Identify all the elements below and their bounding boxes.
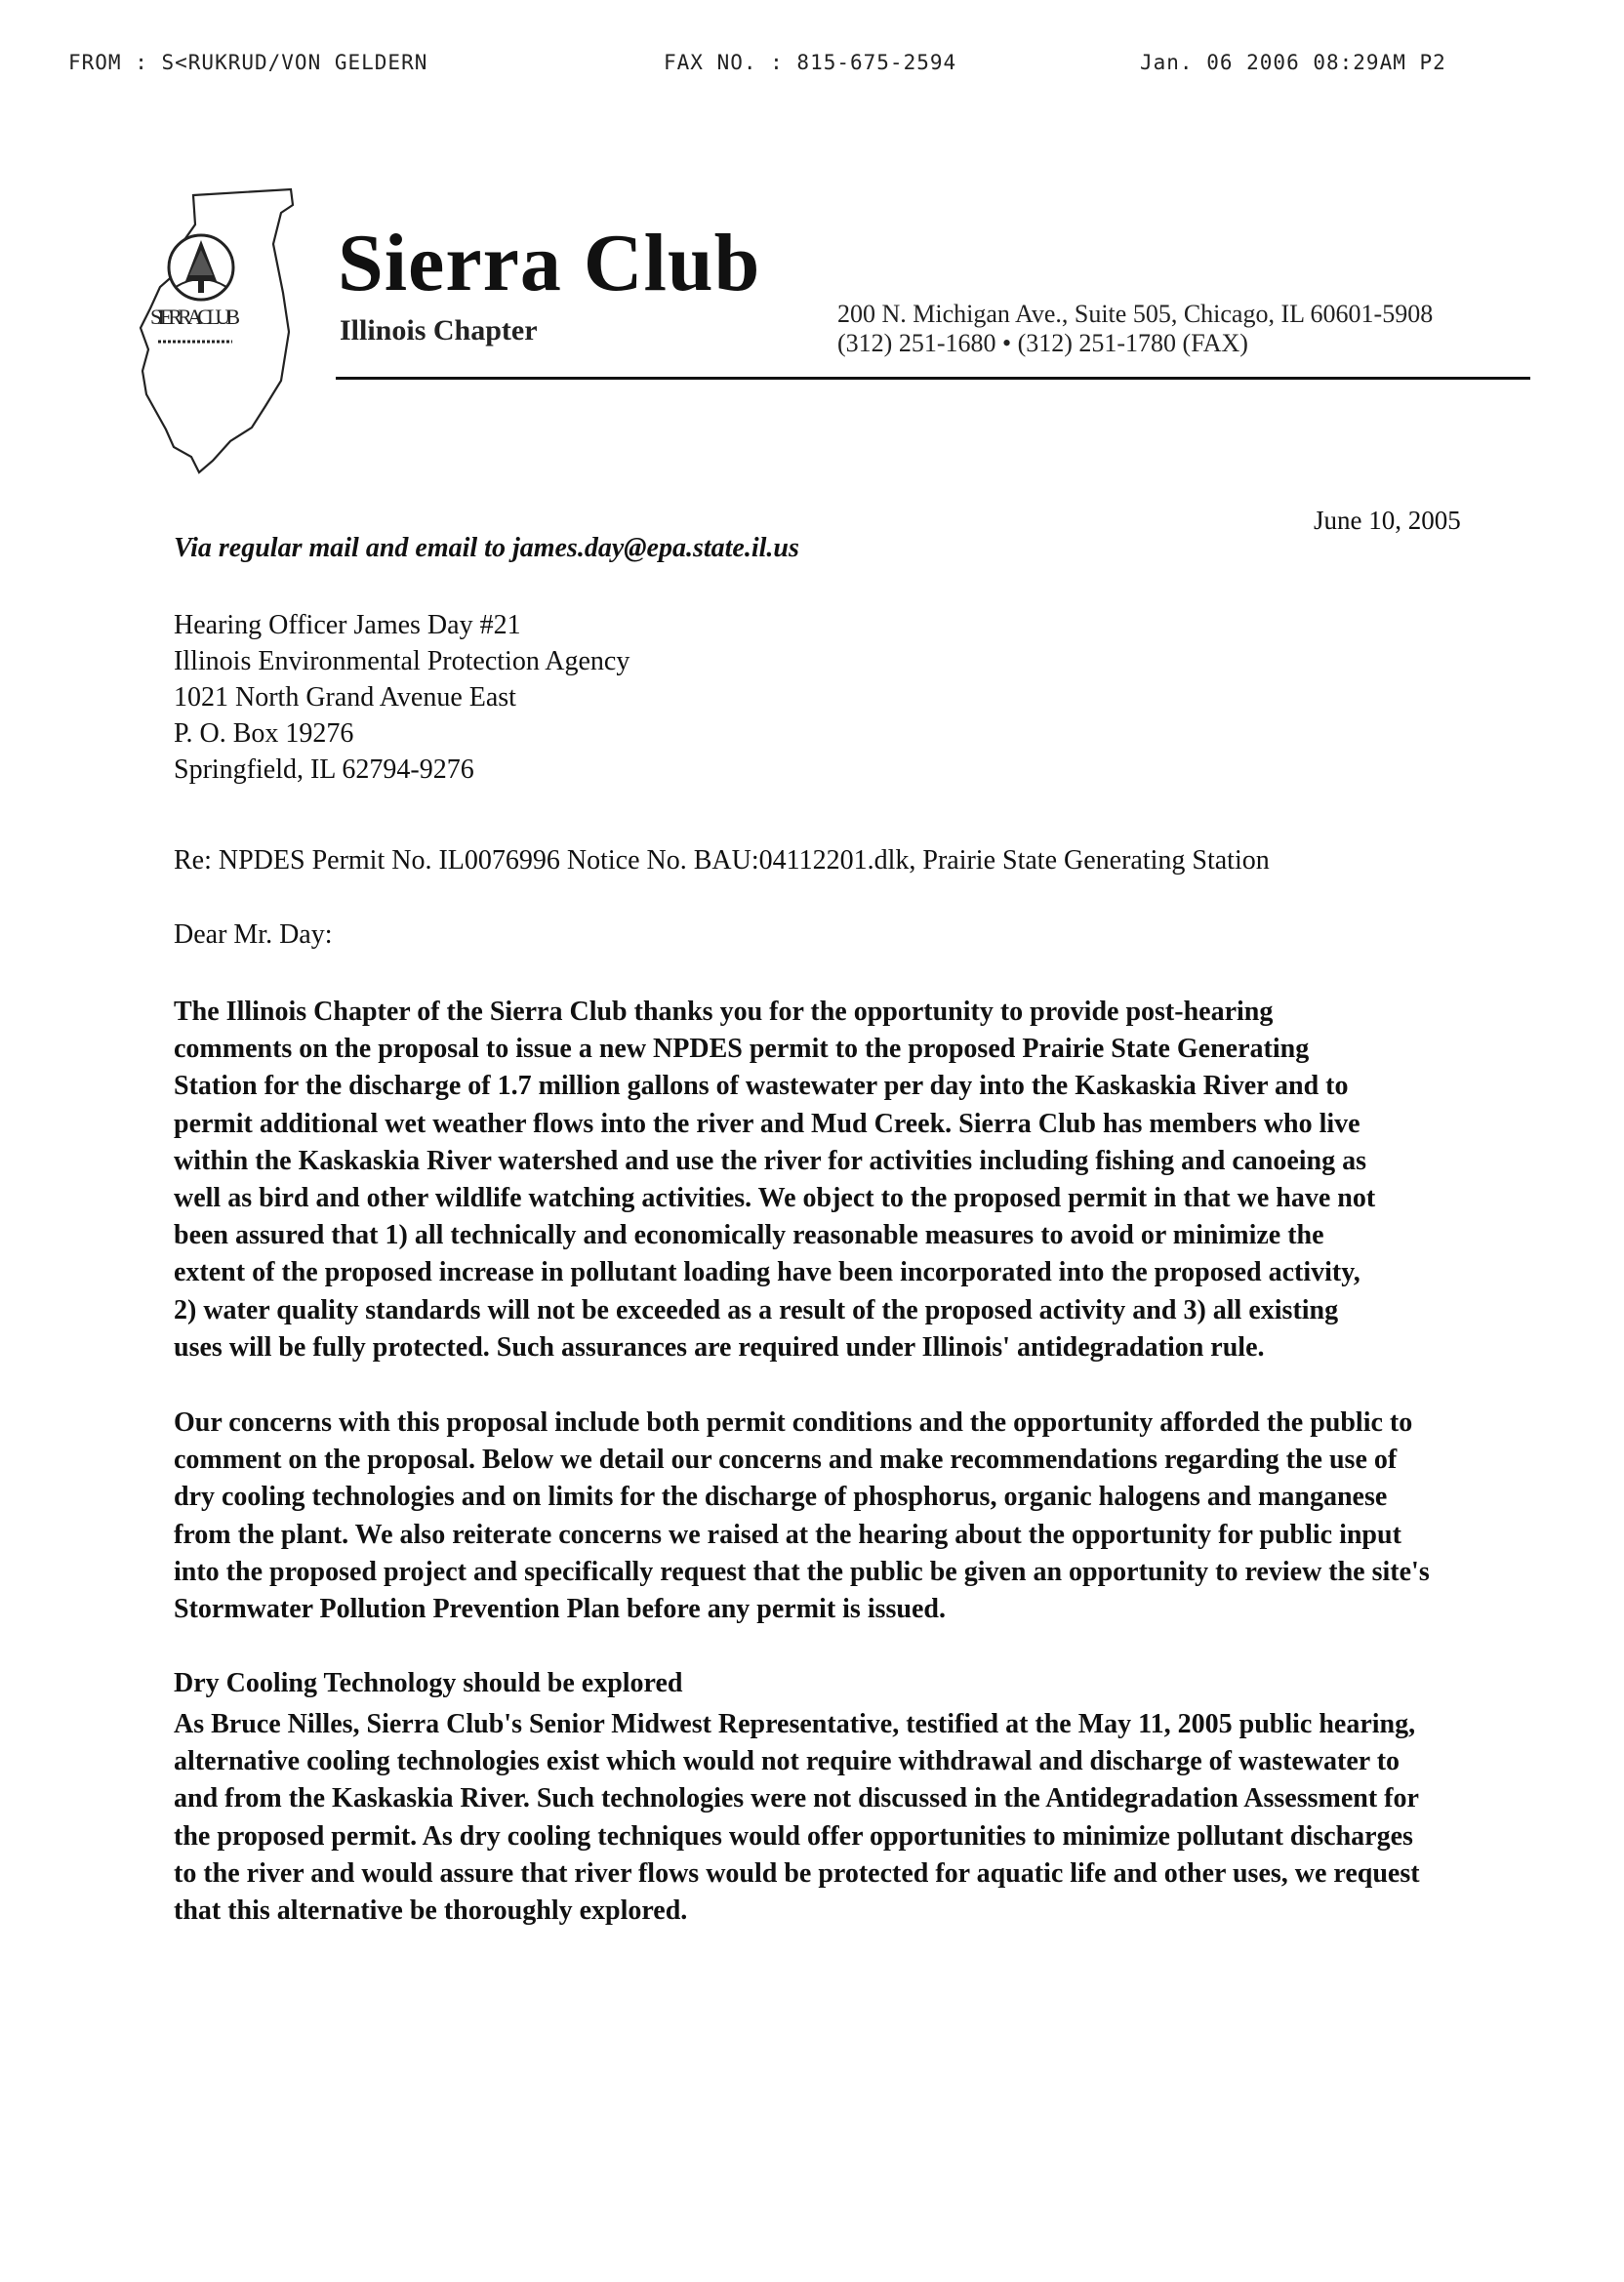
text-line: within the Kaskaskia River watershed and use the river for activities including fishing and canoeing as [174,1145,1366,1176]
text-line: well as bird and other wildlife watching activities. We object to the proposed permit in that we have not [174,1183,1376,1214]
letter-date: June 10, 2005 [1314,506,1461,535]
text-line: comment on the proposal. Below we detail our concerns and make recommendations regarding the use of [174,1445,1398,1476]
paragraph-introduction [174,994,1486,1366]
text-line: and from the Kaskaskia River. Such technologies were not discussed in the Antidegradation Assessment for [174,1783,1419,1814]
text-line: the proposed permit. As dry cooling techniques would offer opportunities to minimize pollutant discharges [174,1820,1413,1852]
text-line: that this alternative be thoroughly explored. [174,1895,688,1927]
recipient-address-block [174,607,629,788]
fax-date-time: Jan. 06 2006 08:29AM P2 [1140,51,1446,74]
text-line: been assured that 1) all technically and economically reasonable measures to avoid or minimize the [174,1220,1324,1251]
text-line: into the proposed project and specifically request that the public be given an opportunity to review the site's [174,1556,1430,1587]
text-line: uses will be fully protected. Such assurances are required under Illinois' antidegradation rule. [174,1331,1265,1363]
text-line: Stormwater Pollution Prevention Plan before any permit is issued. [174,1594,946,1625]
sierra-club-illinois-logo [137,185,327,478]
salutation: Dear Mr. Day: [174,919,333,950]
text-line: alternative cooling technologies exist which would not require withdrawal and discharge of wastewater to [174,1746,1401,1777]
logo-wordmark: SIERRA CLUB [150,305,240,329]
text-line: extent of the proposed increase in pollutant loading have been incorporated into the proposed activity, [174,1257,1360,1288]
text-line: to the river and would assure that river flows would be protected for aquatic life and other uses, we request [174,1857,1420,1889]
text-line: Our concerns with this proposal include both permit conditions and the opportunity afforded the public to [174,1407,1413,1438]
text-line: Station for the discharge of 1.7 million gallons of wastewater per day into the Kaskaskia River and to [174,1071,1349,1102]
fax-number: FAX NO. : 815-675-2594 [664,51,957,74]
text-line: dry cooling technologies and on limits for the discharge of phosphorus, organic halogens and manganese [174,1482,1388,1513]
letterhead-address: 200 N. Michigan Ave., Suite 505, Chicago, IL 60601-5908 [837,300,1434,328]
recipient-line: Hearing Officer James Day #21 [174,610,521,640]
text-line: from the plant. We also reiterate concerns we raised at the hearing about the opportunity for public input [174,1519,1401,1550]
text-line: comments on the proposal to issue a new NPDES permit to the proposed Prairie State Generating [174,1034,1310,1065]
paragraph-concerns [174,1405,1486,1628]
section-heading: Dry Cooling Technology should be explored [174,1668,683,1698]
delivery-method: Via regular mail and email to james.day@epa.state.il.us [174,533,799,563]
letterhead-divider [336,377,1530,380]
subject-line: Re: NPDES Permit No. IL0076996 Notice No. BAU:04112201.dlk, Prairie State Generating Station [174,845,1270,876]
organization-name: Sierra Club [338,218,761,308]
text-line: permit additional wet weather flows into the river and Mud Creek. Sierra Club has members who live [174,1108,1360,1139]
recipient-line: Illinois Environmental Protection Agency [174,646,630,676]
recipient-line: P. O. Box 19276 [174,718,354,749]
text-line: As Bruce Nilles, Sierra Club's Senior Midwest Representative, testified at the May 11, 2005 public hearing, [174,1709,1416,1739]
paragraph-dry-cooling [174,1706,1486,1930]
fax-from: FROM : S<RUKRUD/VON GELDERN [68,51,428,74]
recipient-line: Springfield, IL 62794-9276 [174,754,474,785]
recipient-line: 1021 North Grand Avenue East [174,682,516,713]
text-line: 2) water quality standards will not be exceeded as a result of the proposed activity and 3) all existing [174,1294,1339,1325]
chapter-name: Illinois Chapter [340,314,538,346]
text-line: The Illinois Chapter of the Sierra Club thanks you for the opportunity to provide post-hearing [174,997,1274,1027]
letterhead-phone-fax: (312) 251-1680 • (312) 251-1780 (FAX) [837,329,1248,357]
